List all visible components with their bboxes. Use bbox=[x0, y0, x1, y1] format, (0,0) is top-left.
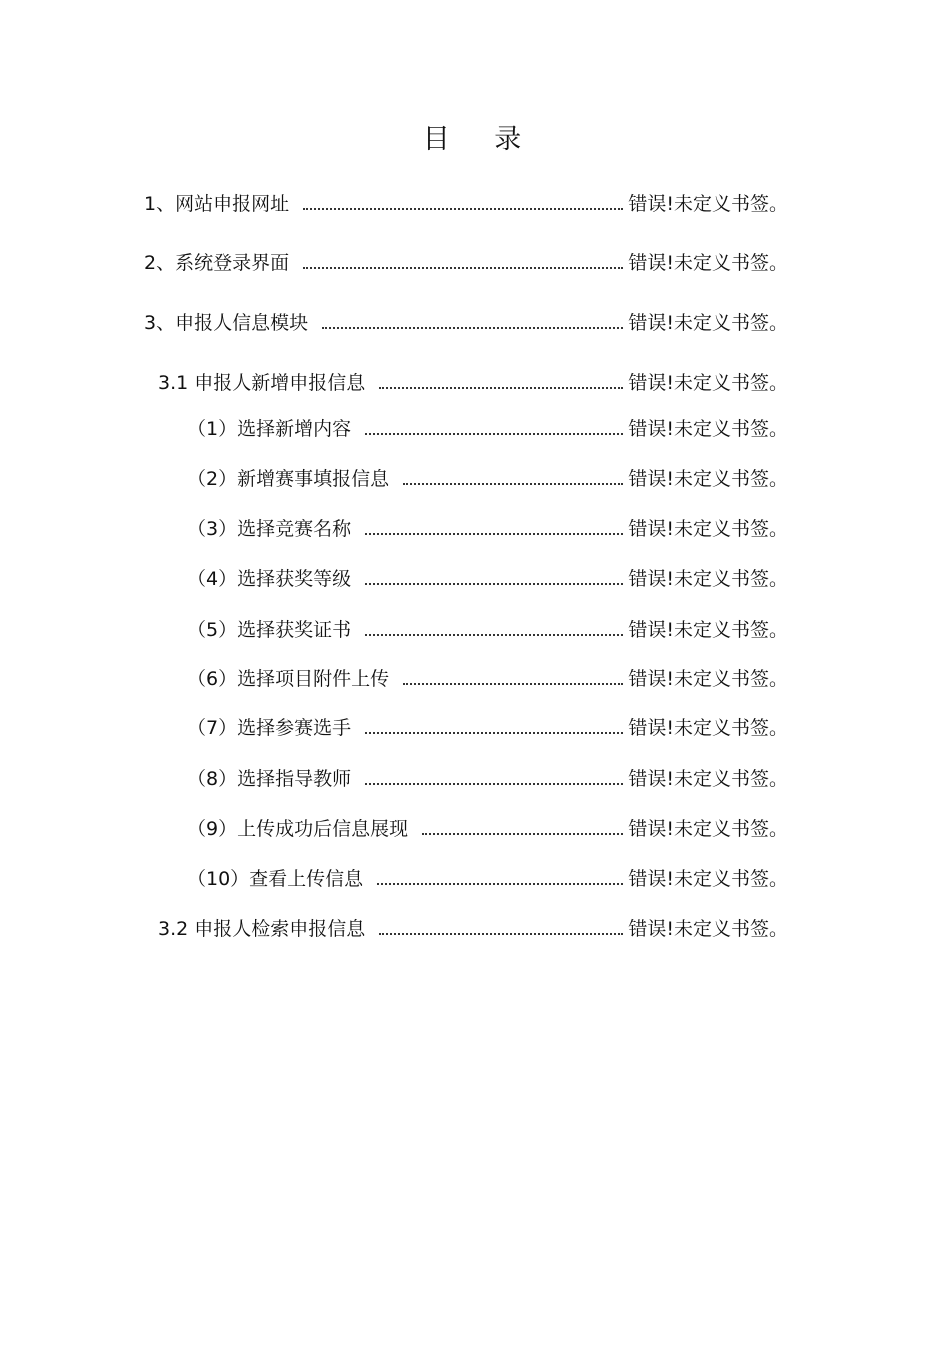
toc-leader-dots bbox=[365, 783, 623, 785]
toc-entry-3-1-3[interactable] bbox=[187, 514, 788, 544]
toc-leader-dots bbox=[365, 533, 623, 535]
toc-leader-dots bbox=[365, 634, 623, 636]
toc-entry-page: 错误!未定义书签。 bbox=[628, 668, 788, 690]
toc-entry-text: （3）选择竞赛名称 bbox=[187, 518, 352, 540]
toc-entry-1[interactable] bbox=[144, 189, 788, 219]
toc-entry-text: （1）选择新增内容 bbox=[187, 418, 352, 440]
toc-entry-text: 3.1 申报人新增申报信息 bbox=[158, 372, 366, 394]
toc-entry-text: （8）选择指导教师 bbox=[187, 768, 352, 790]
toc-entry-3-1-7[interactable] bbox=[187, 713, 788, 743]
toc-entry-page: 错误!未定义书签。 bbox=[628, 468, 788, 490]
toc-title: 目 录 bbox=[422, 124, 540, 155]
toc-leader-dots bbox=[365, 433, 623, 435]
toc-entry-text: （2）新增赛事填报信息 bbox=[187, 468, 390, 490]
toc-entry-page: 错误!未定义书签。 bbox=[628, 372, 788, 394]
toc-entry-3-1-9[interactable] bbox=[187, 814, 788, 844]
toc-entry-3-1[interactable] bbox=[158, 368, 788, 398]
toc-entry-page: 错误!未定义书签。 bbox=[628, 418, 788, 440]
toc-entry-text: 3、申报人信息模块 bbox=[144, 312, 309, 334]
toc-entry-text: （10）查看上传信息 bbox=[187, 868, 364, 890]
toc-leader-dots bbox=[377, 883, 623, 885]
toc-leader-dots bbox=[379, 933, 623, 935]
toc-entry-page: 错误!未定义书签。 bbox=[628, 768, 788, 790]
toc-entry-text: （5）选择获奖证书 bbox=[187, 619, 352, 641]
toc-entry-page: 错误!未定义书签。 bbox=[628, 252, 788, 274]
toc-entry-3-1-6[interactable] bbox=[187, 664, 788, 694]
toc-leader-dots bbox=[403, 683, 623, 685]
toc-entry-3-2[interactable] bbox=[158, 914, 788, 944]
toc-entry-3-1-5[interactable] bbox=[187, 615, 788, 645]
toc-leader-dots bbox=[303, 267, 623, 269]
toc-entry-text: 3.2 申报人检索申报信息 bbox=[158, 918, 366, 940]
toc-entry-3-1-4[interactable] bbox=[187, 564, 788, 594]
toc-entry-page: 错误!未定义书签。 bbox=[628, 193, 788, 215]
toc-entry-text: （9）上传成功后信息展现 bbox=[187, 818, 409, 840]
toc-entry-2[interactable] bbox=[144, 248, 788, 278]
toc-entry-page: 错误!未定义书签。 bbox=[628, 818, 788, 840]
toc-leader-dots bbox=[403, 483, 623, 485]
toc-entry-3-1-2[interactable] bbox=[187, 464, 788, 494]
toc-entry-page: 错误!未定义书签。 bbox=[628, 518, 788, 540]
toc-entry-page: 错误!未定义书签。 bbox=[628, 619, 788, 641]
toc-leader-dots bbox=[365, 732, 623, 734]
toc-entry-page: 错误!未定义书签。 bbox=[628, 918, 788, 940]
toc-entry-text: 1、网站申报网址 bbox=[144, 193, 290, 215]
toc-leader-dots bbox=[365, 583, 623, 585]
toc-entry-text: （4）选择获奖等级 bbox=[187, 568, 352, 590]
toc-entry-3-1-1[interactable] bbox=[187, 414, 788, 444]
toc-entry-text: （7）选择参赛选手 bbox=[187, 717, 352, 739]
toc-leader-dots bbox=[322, 327, 623, 329]
toc-entry-text: 2、系统登录界面 bbox=[144, 252, 290, 274]
toc-entry-text: （6）选择项目附件上传 bbox=[187, 668, 390, 690]
toc-entry-page: 错误!未定义书签。 bbox=[628, 717, 788, 739]
toc-leader-dots bbox=[303, 208, 623, 210]
toc-entry-3[interactable] bbox=[144, 308, 788, 338]
toc-entry-page: 错误!未定义书签。 bbox=[628, 312, 788, 334]
toc-leader-dots bbox=[422, 833, 623, 835]
toc-leader-dots bbox=[379, 387, 623, 389]
toc-entry-page: 错误!未定义书签。 bbox=[628, 568, 788, 590]
toc-entry-3-1-10[interactable] bbox=[187, 864, 788, 894]
toc-entry-3-1-8[interactable] bbox=[187, 764, 788, 794]
toc-entry-page: 错误!未定义书签。 bbox=[628, 868, 788, 890]
